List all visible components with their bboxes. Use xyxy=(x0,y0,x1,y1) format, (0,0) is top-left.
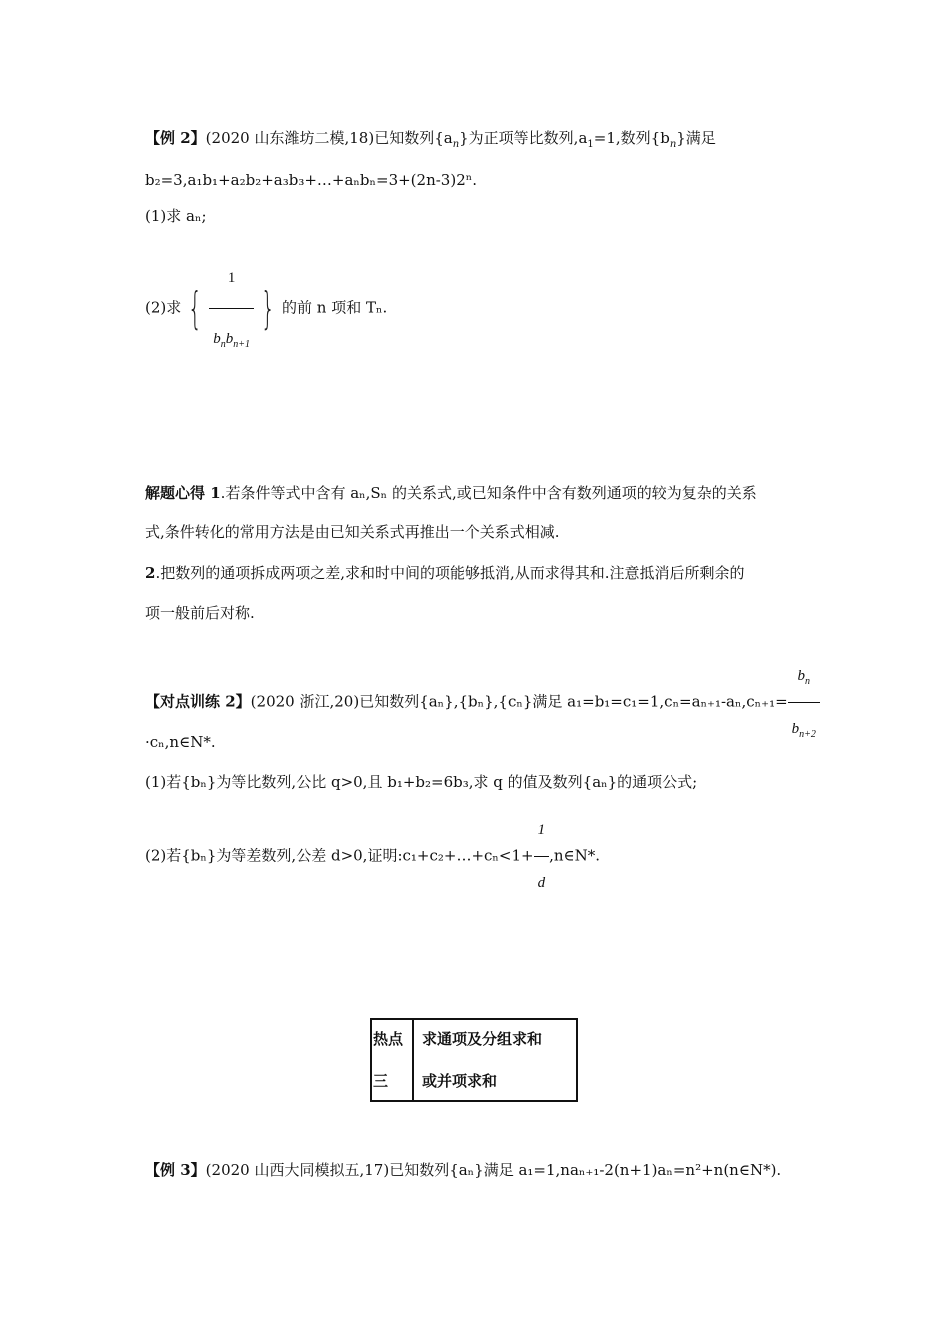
example2-question2 xyxy=(145,250,387,367)
insight-line1 xyxy=(145,483,757,503)
example2-text-b: }为正项等比数列,a xyxy=(459,129,588,147)
hotspot-right-cell xyxy=(414,1020,576,1100)
example3-source: (2020 山西大同模拟五,17) xyxy=(205,1161,390,1179)
training2-label: 【对点训练 2】 xyxy=(145,692,251,711)
training2-question1: (1)若{bₙ}为等比数列,公比 q>0,且 b₁+b₂=6b₃,求 q 的值及数列{aₙ}的通项公式; xyxy=(145,773,698,791)
example2-label: 【例 2】 xyxy=(145,129,206,147)
hotspot-left-bottom: 三 xyxy=(373,1072,389,1090)
insight-line2: 式,条件转化的常用方法是由已知关系式再推出一个关系式相减. xyxy=(145,523,560,541)
insight-label2: 2 xyxy=(145,564,156,582)
insight-label: 解题心得 1 xyxy=(145,484,221,502)
hotspot-left-top: 热点 xyxy=(373,1030,404,1048)
example3-label: 【例 3】 xyxy=(145,1161,206,1179)
fraction-numerator: 1 xyxy=(209,250,254,309)
example2-q2-prefix: (2)求 xyxy=(145,298,182,317)
training2-text1: 已知数列{aₙ},{bₙ},{cₙ}满足 a₁=b₁=c₁=1,cₙ=aₙ₊₁-aₙ,cₙ₊₁= xyxy=(359,692,788,711)
fraction-denominator-bn2: $b_{n+2}$ xyxy=(791,721,816,740)
example3-text: 已知数列{aₙ}满足 a₁=1,naₙ₊₁-2(n+1)aₙ=n²+n(n∈N*). xyxy=(389,1161,782,1179)
insight-line3 xyxy=(145,563,745,583)
example2-q2-suffix: 的前 n 项和 Tₙ. xyxy=(282,298,388,317)
hotspot-box xyxy=(370,1018,578,1102)
right-brace: } xyxy=(261,282,275,334)
fraction-numerator-bn: $b_n$ xyxy=(788,652,820,703)
example2-text-d: }满足 xyxy=(676,129,716,147)
training2-fraction xyxy=(788,652,820,753)
fraction-denominator: $b_nb_{n+1}$ xyxy=(213,331,250,350)
hotspot-right-top: 求通项及分组求和 xyxy=(422,1030,543,1048)
example2-text-a: 已知数列{a xyxy=(374,129,453,147)
training2-question2 xyxy=(145,806,600,907)
insight-text1: .若条件等式中含有 aₙ,Sₙ 的关系式,或已知条件中含有数列通项的较为复杂的关系 xyxy=(220,484,757,502)
training2-line1 xyxy=(145,652,820,753)
example3-line xyxy=(145,1160,781,1180)
training2-q2-suffix: ,n∈N*. xyxy=(549,846,601,865)
insight-text3: .把数列的通项拆成两项之差,求和时中间的项能够抵消,从而求得其和.注意抵消后所剩余的 xyxy=(155,564,745,582)
hotspot-left-cell xyxy=(372,1020,414,1100)
fraction-numerator-one: 1 xyxy=(534,806,550,857)
left-brace: { xyxy=(188,282,203,334)
training2-source: (2020 浙江,20) xyxy=(250,692,360,711)
example2-text-c: =1,数列{b xyxy=(593,129,670,147)
example2-source: (2020 山东潍坊二模,18) xyxy=(205,129,375,147)
training2-q2-fraction xyxy=(534,806,550,907)
example2-line1: 【例 2】(2020 山东潍坊二模,18)已知数列$\{a_n\}$为正项等比数列$,a_1=1$,数列$\{b_n\}$满足 xyxy=(145,129,716,150)
training2-q2-prefix: (2)若{bₙ}为等差数列,公差 d>0,证明:c₁+c₂+…+cₙ<1+ xyxy=(145,846,534,865)
example2-question1: (1)求 aₙ; xyxy=(145,207,207,225)
example2-line2: b₂=3,a₁b₁+a₂b₂+a₃b₃+…+aₙbₙ=3+(2n-3)2ⁿ. xyxy=(145,171,478,189)
fraction-denominator-d: d xyxy=(537,875,546,891)
insight-line4: 项一般前后对称. xyxy=(145,604,255,622)
hotspot-right-bottom: 或并项求和 xyxy=(422,1072,498,1090)
example2-fraction xyxy=(209,250,254,367)
training2-line2: ·cₙ,n∈N*. xyxy=(145,733,216,751)
